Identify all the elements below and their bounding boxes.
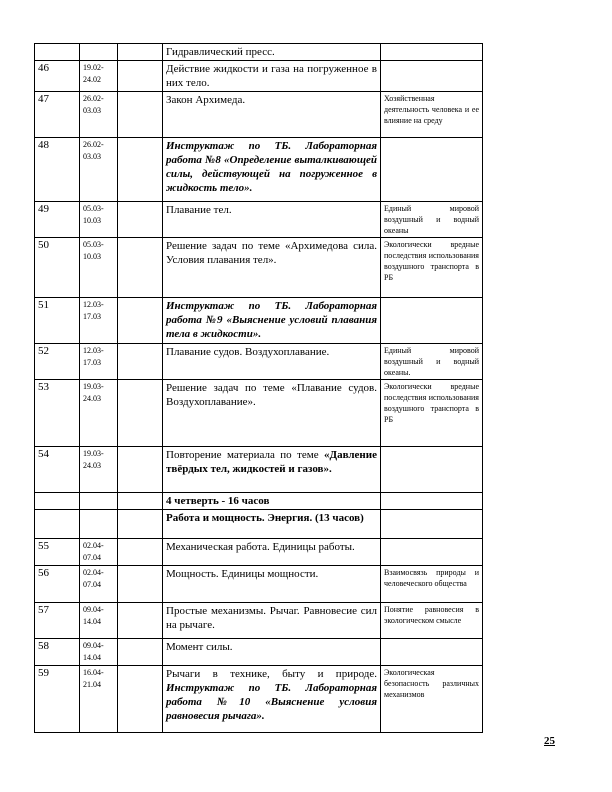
topic-text: Рычаги в технике, быту и природе.: [166, 668, 377, 680]
table-row: [35, 202, 483, 238]
lesson-number-cell: [35, 493, 80, 510]
lesson-plan-body: [35, 44, 483, 733]
lesson-date-cell: 05.03-10.03: [80, 238, 118, 298]
lesson-number-cell: 57: [35, 603, 80, 639]
lesson-number-cell: [35, 510, 80, 539]
lesson-date-cell: 26.02-03.03: [80, 92, 118, 138]
ecology-note-cell: [381, 493, 483, 510]
topic-bold-text: «Давление твёрдых тел, жидкостей и газов».: [166, 449, 377, 475]
lesson-number-cell: 48: [35, 138, 80, 202]
table-row: [35, 298, 483, 344]
actual-date-cell: [118, 539, 163, 566]
lesson-date-cell: 19.02-24.02: [80, 61, 118, 92]
actual-date-cell: [118, 603, 163, 639]
lesson-number-cell: 58: [35, 639, 80, 666]
lesson-number-cell: 46: [35, 61, 80, 92]
actual-date-cell: [118, 566, 163, 603]
lesson-topic-cell: Действие жидкости и газа на погруженное в них тело.: [163, 61, 381, 92]
lesson-date-cell: 12.03-17.03: [80, 298, 118, 344]
actual-date-cell: [118, 202, 163, 238]
lesson-number-cell: 54: [35, 447, 80, 493]
table-row: [35, 344, 483, 380]
ecology-note-cell: [381, 61, 483, 92]
lesson-topic-cell: Работа и мощность. Энергия. (13 часов): [163, 510, 381, 539]
actual-date-cell: [118, 510, 163, 539]
table-row: [35, 666, 483, 733]
lesson-number-cell: 47: [35, 92, 80, 138]
actual-date-cell: [118, 666, 163, 733]
lesson-plan-table: [34, 43, 483, 733]
actual-date-cell: [118, 493, 163, 510]
lesson-date-cell: [80, 510, 118, 539]
lesson-date-cell: 02.04-07.04: [80, 566, 118, 603]
ecology-note-cell: Хозяйственная деятельность человека и ее влияние на среду: [381, 92, 483, 138]
table-row: [35, 238, 483, 298]
actual-date-cell: [118, 447, 163, 493]
topic-instruction-text: Инструктаж по ТБ. Лабораторная работа №10 «Выяснение условия равновесия рычага».: [166, 682, 377, 722]
topic-text: Повторение материала по теме: [166, 449, 319, 461]
actual-date-cell: [118, 380, 163, 447]
lesson-number-cell: [35, 44, 80, 61]
lesson-date-cell: [80, 44, 118, 61]
lesson-date-cell: 09.04-14.04: [80, 639, 118, 666]
ecology-note-cell: Экологически вредные последствия использования воздушного транспорта в РБ: [381, 238, 483, 298]
table-row: [35, 61, 483, 92]
lesson-topic-cell: Гидравлический пресс.: [163, 44, 381, 61]
lesson-number-cell: 53: [35, 380, 80, 447]
lesson-number-cell: 52: [35, 344, 80, 380]
page-number: 25: [544, 735, 555, 747]
table-row: [35, 380, 483, 447]
lesson-topic-cell: Инструктаж по ТБ. Лабораторная работа №8 «Определение выталкивающей силы, действующей на погруженное в жидкость тело».: [163, 138, 381, 202]
table-row: [35, 92, 483, 138]
lesson-date-cell: 16.04-21.04: [80, 666, 118, 733]
lesson-topic-cell: Простые механизмы. Рычаг. Равновесие сил на рычаге.: [163, 603, 381, 639]
lesson-date-cell: 12.03-17.03: [80, 344, 118, 380]
ecology-note-cell: [381, 510, 483, 539]
lesson-topic-cell: [163, 666, 381, 733]
ecology-note-cell: [381, 447, 483, 493]
ecology-note-cell: Взаимосвязь природы и человеческого общества: [381, 566, 483, 603]
table-row: [35, 510, 483, 539]
actual-date-cell: [118, 138, 163, 202]
ecology-note-cell: Единый мировой воздушный и водный океаны.: [381, 344, 483, 380]
ecology-note-cell: Экологически вредные последствия использования воздушного транспорта в РБ: [381, 380, 483, 447]
lesson-topic-cell: 4 четверть - 16 часов: [163, 493, 381, 510]
ecology-note-cell: [381, 298, 483, 344]
ecology-note-cell: Экологическая безопасность различных механизмов: [381, 666, 483, 733]
ecology-note-cell: [381, 639, 483, 666]
actual-date-cell: [118, 92, 163, 138]
ecology-note-cell: Единый мировой воздушный и водный океаны: [381, 202, 483, 238]
actual-date-cell: [118, 639, 163, 666]
lesson-number-cell: 51: [35, 298, 80, 344]
actual-date-cell: [118, 344, 163, 380]
lesson-number-cell: 55: [35, 539, 80, 566]
lesson-topic-cell: Закон Архимеда.: [163, 92, 381, 138]
table-row: [35, 493, 483, 510]
lesson-topic-cell: Мощность. Единицы мощности.: [163, 566, 381, 603]
ecology-note-cell: [381, 539, 483, 566]
lesson-date-cell: 19.03-24.03: [80, 380, 118, 447]
lesson-date-cell: 09.04-14.04: [80, 603, 118, 639]
lesson-topic-cell: Механическая работа. Единицы работы.: [163, 539, 381, 566]
table-row: [35, 603, 483, 639]
table-row: [35, 447, 483, 493]
lesson-topic-cell: Плавание тел.: [163, 202, 381, 238]
table-row: [35, 566, 483, 603]
table-row: [35, 44, 483, 61]
actual-date-cell: [118, 238, 163, 298]
lesson-date-cell: 02.04-07.04: [80, 539, 118, 566]
actual-date-cell: [118, 61, 163, 92]
lesson-date-cell: [80, 493, 118, 510]
actual-date-cell: [118, 44, 163, 61]
lesson-number-cell: 50: [35, 238, 80, 298]
lesson-date-cell: 26.02-03.03: [80, 138, 118, 202]
lesson-topic-cell: Плавание судов. Воздухоплавание.: [163, 344, 381, 380]
ecology-note-cell: [381, 44, 483, 61]
lesson-number-cell: 56: [35, 566, 80, 603]
lesson-topic-cell: [163, 447, 381, 493]
ecology-note-cell: Понятие равновесия в экологическом смысле: [381, 603, 483, 639]
lesson-topic-cell: Решение задач по теме «Плавание судов. Воздухоплавание».: [163, 380, 381, 447]
table-row: [35, 539, 483, 566]
lesson-date-cell: 05.03-10.03: [80, 202, 118, 238]
lesson-number-cell: 59: [35, 666, 80, 733]
lesson-topic-cell: Инструктаж по ТБ. Лабораторная работа №9 «Выяснение условий плавания тела в жидкости».: [163, 298, 381, 344]
ecology-note-cell: [381, 138, 483, 202]
table-row: [35, 138, 483, 202]
actual-date-cell: [118, 298, 163, 344]
lesson-topic-cell: Момент силы.: [163, 639, 381, 666]
lesson-number-cell: 49: [35, 202, 80, 238]
table-row: [35, 639, 483, 666]
lesson-topic-cell: Решение задач по теме «Архимедова сила. Условия плавания тел».: [163, 238, 381, 298]
lesson-date-cell: 19.03-24.03: [80, 447, 118, 493]
